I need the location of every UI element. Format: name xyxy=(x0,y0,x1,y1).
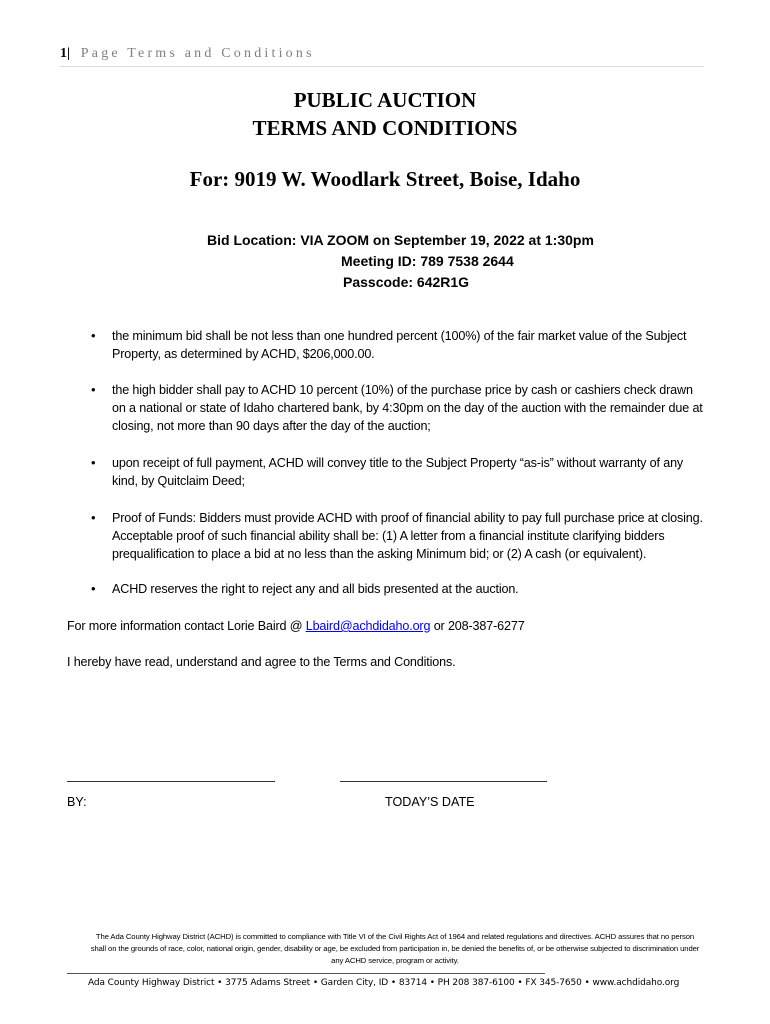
contact-email-link[interactable]: Lbaird@achdidaho.org xyxy=(305,619,431,633)
todays-date-label: TODAY’S DATE xyxy=(385,795,475,809)
contact-prefix: For more information contact Lorie Baird @ xyxy=(67,619,306,633)
document-title-line1: PUBLIC AUCTION xyxy=(293,88,477,112)
title-vi-notice: The Ada County Highway District (ACHD) is committed to compliance with Title VI of the Civil Rights Act of 1964 and related regulations and directives. ACHD assures that no person shall on the grounds of race, color, national origin, gender, disability or age, be excluded from participation in, be denied the benefits of, or be otherwise subjected to discrimination under any ACHD service, program or activity. xyxy=(90,932,700,965)
date-line xyxy=(340,781,547,782)
signature-line xyxy=(67,781,275,782)
term-item xyxy=(91,327,706,363)
bid-location: Bid Location: VIA ZOOM on September 19, 2022 at 1:30pm xyxy=(207,232,594,248)
by-label: BY: xyxy=(67,795,87,809)
agreement-statement: I hereby have read, understand and agree to the Terms and Conditions. xyxy=(67,655,456,669)
page-number: 1 xyxy=(60,46,67,61)
footer-address: Ada County Highway District • 3775 Adams Street • Garden City, ID • 83714 • PH 208 387-6100 • FX 345-7650 • www.achdidaho.org xyxy=(88,978,680,988)
bullet-icon: • xyxy=(91,382,96,397)
bullet-icon: • xyxy=(91,510,96,525)
bullet-icon: • xyxy=(91,328,96,343)
term-text: the high bidder shall pay to ACHD 10 percent (10%) of the purchase price by cash or cashiers check drawn on a national or state of Idaho chartered bank, by 4:30pm on the day of the auction with the remainder due at closing, not more than 90 days after the day of the auction; xyxy=(112,383,703,433)
running-title: Page Terms and Conditions xyxy=(80,46,315,61)
term-text: Proof of Funds: Bidders must provide ACHD with proof of financial ability to pay full purchase price at closing. Acceptable proof of such financial ability shall be: (1) A letter from a financial institute clarifying bidders prequalification to place a bid at no less than the asking Minimum bid; or (2) A cash (or equivalent). xyxy=(112,511,703,561)
document-title-line2: TERMS AND CONDITIONS xyxy=(252,116,518,140)
bullet-icon: • xyxy=(91,455,96,470)
property-address-heading: For: 9019 W. Woodlark Street, Boise, Idaho xyxy=(189,167,581,191)
term-item xyxy=(91,381,706,435)
passcode: Passcode: 642R1G xyxy=(343,274,470,290)
header-rule xyxy=(60,66,704,67)
term-item xyxy=(91,580,706,598)
bullet-icon: • xyxy=(91,581,96,596)
term-item xyxy=(91,509,706,563)
term-text: ACHD reserves the right to reject any and all bids presented at the auction. xyxy=(112,582,519,596)
meeting-id: Meeting ID: 789 7538 2644 xyxy=(341,253,514,269)
term-item xyxy=(91,454,706,490)
term-text: the minimum bid shall be not less than one hundred percent (100%) of the fair market value of the Subject Property, as determined by ACHD, $206,000.00. xyxy=(112,329,687,361)
footer-rule xyxy=(67,973,545,974)
term-text: upon receipt of full payment, ACHD will convey title to the Subject Property “as-is” without warranty of any kind, by Quitclaim Deed; xyxy=(112,456,684,488)
header-separator: | xyxy=(67,46,71,61)
contact-suffix: or 208-387-6277 xyxy=(430,619,525,633)
contact-line xyxy=(67,617,525,635)
page-header xyxy=(60,46,315,62)
